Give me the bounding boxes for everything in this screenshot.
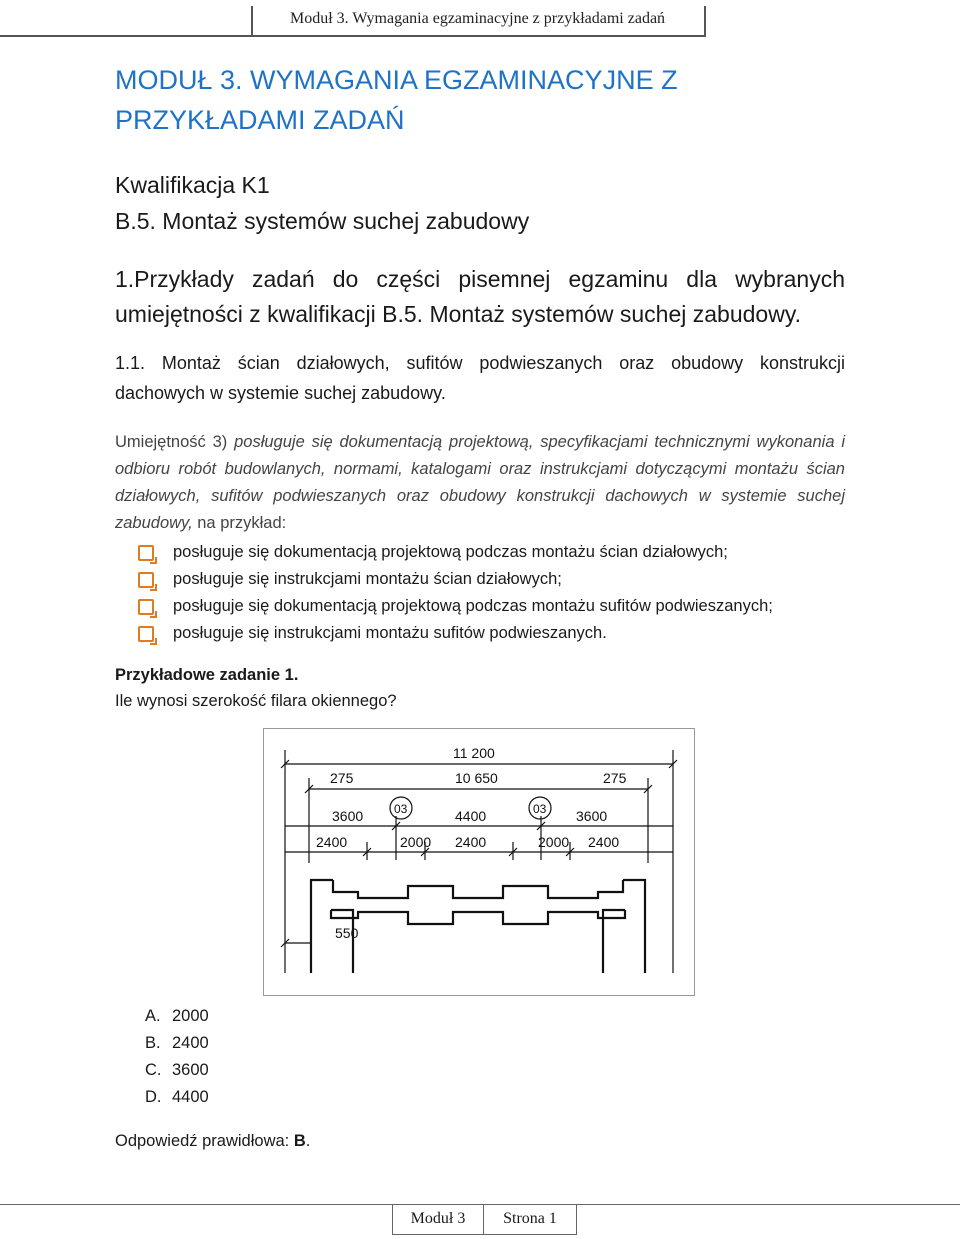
dim-opening-4: 2000 bbox=[538, 834, 570, 850]
skill-lead: Umiejętność 3) bbox=[115, 433, 228, 451]
wall-outline bbox=[333, 880, 623, 898]
header-rule bbox=[0, 35, 706, 37]
dim-opening-3: 2400 bbox=[455, 834, 487, 850]
wall-right-inner bbox=[603, 910, 625, 973]
dim-pier-right: 3600 bbox=[576, 808, 608, 824]
skill-text: posługuje się dokumentacją projektową, specyfikacjami technicznymi wykonania i odbioru robót budowlanych, normami, katalogami oraz instrukcjami dotyczącymi montażu ścian działowych, sufitów podwieszanych oraz obudowy konstrukcji dachowych w systemie suchej zabudowy, bbox=[115, 433, 845, 532]
task-question: Ile wynosi szerokość filara okiennego? bbox=[115, 692, 397, 710]
checkbox-icon bbox=[138, 572, 154, 588]
dim-overall: 11 200 bbox=[453, 745, 495, 761]
page-title: MODUŁ 3. WYMAGANIA EGZAMINACYJNE Z PRZYKŁADAMI ZADAŃ bbox=[115, 65, 678, 135]
wall-right bbox=[623, 880, 645, 973]
dim-depth: 550 bbox=[335, 925, 359, 941]
dim-opening-2: 2000 bbox=[400, 834, 432, 850]
drawing-frame bbox=[264, 729, 695, 996]
skill-tail: na przykład: bbox=[192, 514, 287, 532]
list-item: posługuje się dokumentacją projektową podczas montażu ścian działowych; bbox=[138, 539, 773, 566]
section-heading: 1.Przykłady zadań do części pisemnej egzaminu dla wybranych umiejętności z kwalifikacji B.5. Montaż systemów suchej zabudowy. bbox=[115, 266, 845, 327]
wall-left bbox=[311, 880, 333, 973]
list-item: posługuje się dokumentacją projektową podczas montażu sufitów podwieszanych; bbox=[138, 593, 773, 620]
list-item: posługuje się instrukcjami montażu ścian działowych; bbox=[138, 566, 773, 593]
subsection-heading: 1.1. Montaż ścian działowych, sufitów podwieszanych oraz obudowy konstrukcji dachowych w systemie suchej zabudowy. bbox=[115, 353, 845, 403]
footer-page: Strona 1 bbox=[483, 1204, 577, 1235]
qualification-subtitle: B.5. Montaż systemów suchej zabudowy bbox=[115, 208, 530, 234]
answer-option: B. 2400 bbox=[145, 1034, 209, 1052]
header-divider-right bbox=[704, 6, 706, 35]
skill-examples-list bbox=[138, 539, 773, 647]
wall-inner bbox=[331, 910, 625, 924]
answer-option: D. 4400 bbox=[145, 1088, 209, 1106]
answer-option: A. 2000 bbox=[145, 1007, 209, 1025]
axis-label-right: 03 bbox=[533, 802, 547, 816]
list-item: posługuje się instrukcjami montażu sufitów podwieszanych. bbox=[138, 620, 773, 647]
answer-options bbox=[145, 1003, 209, 1111]
checkbox-icon bbox=[138, 599, 154, 615]
header-divider-left bbox=[251, 6, 253, 35]
footer-module: Moduł 3 bbox=[392, 1204, 484, 1235]
axis-label-left: 03 bbox=[394, 802, 408, 816]
floor-plan-drawing bbox=[263, 728, 695, 996]
wall-left-inner bbox=[331, 910, 353, 973]
checkbox-icon bbox=[138, 545, 154, 561]
answer-option: C. 3600 bbox=[145, 1061, 209, 1079]
qualification-title: Kwalifikacja K1 bbox=[115, 172, 270, 198]
dim-edge-right: 275 bbox=[603, 770, 627, 786]
dim-opening-1: 2400 bbox=[316, 834, 348, 850]
dim-pier-center: 4400 bbox=[455, 808, 487, 824]
correct-answer: Odpowiedź prawidłowa: B. bbox=[115, 1132, 311, 1150]
dim-edge-left: 275 bbox=[330, 770, 354, 786]
skill-description bbox=[115, 429, 845, 537]
dim-pier-left: 3600 bbox=[332, 808, 364, 824]
task-title: Przykładowe zadanie 1. bbox=[115, 666, 299, 684]
dim-inner: 10 650 bbox=[455, 770, 498, 786]
checkbox-icon bbox=[138, 626, 154, 642]
running-header: Moduł 3. Wymagania egzaminacyjne z przykładami zadań bbox=[290, 10, 666, 27]
dim-opening-5: 2400 bbox=[588, 834, 620, 850]
